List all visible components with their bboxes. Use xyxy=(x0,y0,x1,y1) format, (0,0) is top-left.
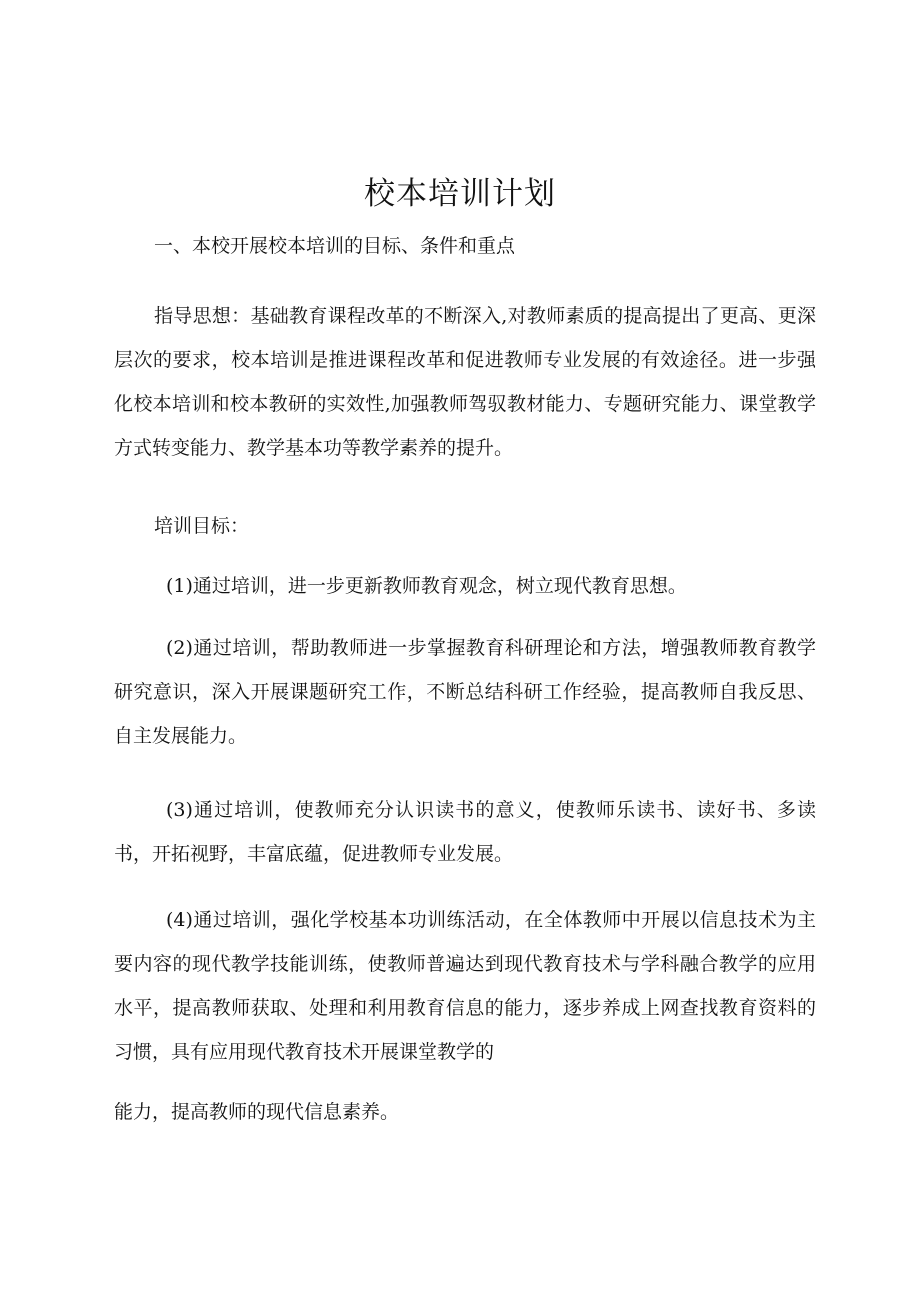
goal-4-continuation: 能力，提高教师的现代信息素养。 xyxy=(114,1101,400,1123)
goal-3-paragraph: (3)通过培训，使教师充分认识读书的意义，使教师乐读书、读好书、多读书，开拓视野，丰富底蕴，促进教师专业发展。 xyxy=(114,799,816,865)
goals-label: 培训目标： xyxy=(154,515,250,537)
goal-2-paragraph: (2)通过培训，帮助教师进一步掌握教育科研理论和方法，增强教师教育教学研究意识，深入开展课题研究工作，不断总结科研工作经验，提高教师自我反思、自主发展能力。 xyxy=(114,637,816,747)
goal-4-paragraph: (4)通过培训，强化学校基本功训练活动，在全体教师中开展以信息技术为主要内容的现代教学技能训练，使教师普遍达到现代教育技术与学科融合教学的应用水平，提高教师获取、处理和利用教育信息的能力，逐步养成上网查找教育资料的习惯，具有应用现代教育技术开展课堂教学的 xyxy=(114,909,816,1063)
guiding-thought-paragraph: 指导思想：基础教育课程改革的不断深入,对教师素质的提高提出了更高、更深层次的要求，校本培训是推进课程改革和促进教师专业发展的有效途径。进一步强化校本培训和校本教研的实效性,加强教师驾驭教材能力、专题研究能力、课堂教学方式转变能力、教学基本功等教学素养的提升。 xyxy=(114,305,816,459)
document-title: 校本培训计划 xyxy=(364,176,556,212)
goal-1-paragraph: (1)通过培训，进一步更新教师教育观念，树立现代教育思想。 xyxy=(166,575,687,597)
section-heading: 一、本校开展校本培训的目标、条件和重点 xyxy=(154,235,516,257)
